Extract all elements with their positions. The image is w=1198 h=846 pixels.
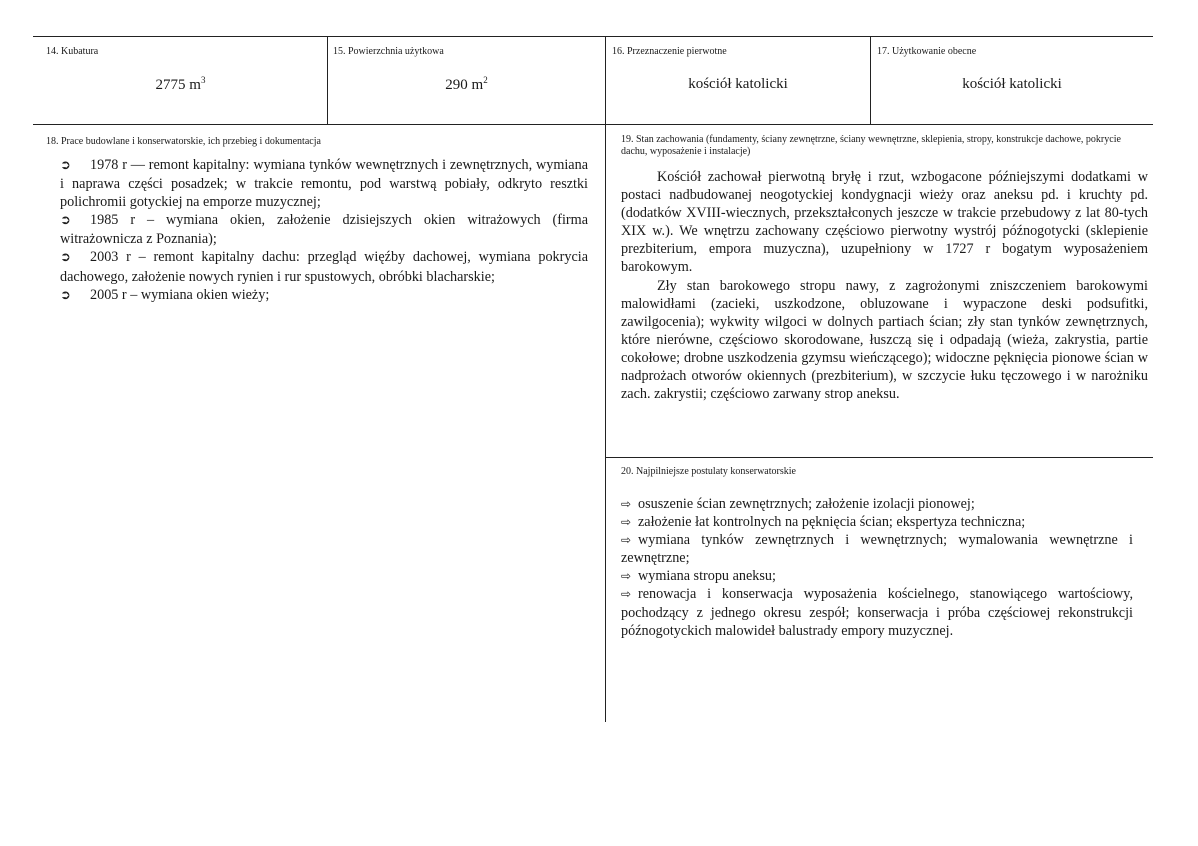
box19-label: 19. Stan zachowania (fundamenty, ściany zewnętrzne, ściany wewnętrzne, sklepienia, stropy, konstrukcje dachowe, pokrycie dachu, wyposażenie i instalacje) — [621, 134, 1121, 157]
box14-value-text: 2775 m — [155, 77, 201, 93]
box19-condition-text — [621, 168, 1148, 403]
box16-value: kościół katolicki — [688, 76, 788, 92]
list-item — [621, 585, 1133, 639]
box18-work-list — [60, 156, 588, 305]
condition-paragraph: Zły stan barokowego stropu nawy, z zagrożonymi zniszczeniem barokowymi malowidłami (zacieki, uszkodzone, obluzowane i wypaczone deski podsufitki, zawilgocenia); wykwity wilgoci w dolnych partiach ścian; zły stan tynków zewnętrznych, które nierówne, częściowo skorodowane, łuszczą się i odpadają (wieża, zakrystia, partie cokołowe; drobne uszkodzenia gzymsu wieńczącego); widoczne pęknięcia pionowe ścian w nadprożach otworów okiennych (prezbiterium), w szczycie łuku tęczowego i w narożniku zach. zakrystii; częściowo zarwany strop aneksu. — [621, 277, 1148, 403]
row1-bottom-border — [33, 124, 1153, 125]
bullet-right-arrow-icon: ⇨ — [621, 569, 632, 584]
bullet-arrow-icon: ➲ — [60, 158, 71, 173]
box15-unit-exponent: 2 — [483, 75, 488, 85]
box17-value: kościół katolicki — [962, 76, 1062, 92]
postulate-text: wymiana tynków zewnętrznych i wewnętrznych; wymalowania wewnętrzne i zewnętrzne; — [621, 532, 1133, 567]
list-item — [60, 248, 588, 285]
work-item-text: 2005 r – wymiana okien wieży; — [90, 286, 270, 303]
box17-label: 17. Użytkowanie obecne — [877, 46, 977, 57]
box20-postulates-list — [621, 495, 1133, 640]
list-item — [621, 495, 1133, 513]
condition-paragraph: Kościół zachował pierwotną bryłę i rzut, wzbogacone późniejszymi dodatkami w postaci nadbudowanej neogotyckiej kondygnacji wieży oraz aneksu pd. i kruchty pd. (dodatków XVIII-wiecznych, przekształconych jeszcze w trakcie przebudowy z lat 80-tych XIX w.). We wnętrzu zachowany częściowo pierwotny wystrój późnogotycki (sklepienie prezbiterium, empora muzyczna), uzupełniony w 1727 r bogatym wyposażeniem barokowym. — [621, 169, 1148, 276]
bullet-right-arrow-icon: ⇨ — [621, 587, 632, 602]
box14-value — [34, 77, 327, 94]
bullet-arrow-icon: ➲ — [60, 213, 71, 229]
list-item — [621, 513, 1133, 531]
list-item — [60, 286, 588, 305]
box15-value — [328, 77, 605, 94]
list-item — [621, 567, 1133, 585]
work-item-text: 2003 r – remont kapitalny dachu: przegląd więźby dachowej, wymiana pokrycia dachowego, założenie nowych rynien i rur spustowych, obróbki blacharskie; — [60, 249, 588, 285]
work-item-text: 1978 r — remont kapitalny: wymiana tynków wewnętrznych i zewnętrznych, wymiana i naprawa części posadzek; w trakcie remontu, pod warstwą pobiały, odkryto resztki polichromii gotyckiej na emporze muzycznej; — [60, 157, 588, 211]
box16-label: 16. Przeznaczenie pierwotne — [612, 46, 727, 57]
box14-unit-exponent: 3 — [200, 75, 206, 85]
bullet-right-arrow-icon: ⇨ — [621, 497, 632, 511]
list-item — [621, 531, 1133, 567]
postulate-text: założenie łat kontrolnych na pęknięcia ścian; ekspertyza techniczna; — [638, 514, 1026, 531]
list-item — [60, 156, 588, 211]
bullet-right-arrow-icon: ⇨ — [621, 515, 632, 530]
box20-label: 20. Najpilniejsze postulaty konserwatorskie — [621, 466, 796, 477]
center-divider — [605, 36, 606, 722]
box15-value-text: 290 m — [445, 77, 484, 93]
list-item — [60, 211, 588, 248]
postulate-text: osuszenie ścian zewnętrznych; założenie izolacji pionowej; — [638, 496, 975, 512]
box19-bottom-border — [605, 457, 1153, 458]
bullet-right-arrow-icon: ⇨ — [621, 533, 632, 548]
box14-label: 14. Kubatura — [46, 46, 99, 57]
bullet-arrow-icon: ➲ — [60, 287, 71, 303]
box15-label: 15. Powierzchnia użytkowa — [333, 46, 444, 57]
box18-label: 18. Prace budowlane i konserwatorskie, ich przebieg i dokumentacja — [46, 136, 321, 147]
postulate-text: wymiana stropu aneksu; — [638, 568, 776, 585]
postulate-text: renowacja i konserwacja wyposażenia kościelnego, stanowiącego wartościowy, pochodzący z jednego okresu zespół; konserwacja i próba częściowej rekonstrukcji późnogotyckich malowideł balustrady empory muzycznej. — [621, 586, 1133, 639]
work-item-text: 1985 r – wymiana okien, założenie dzisiejszych okien witrażowych (firma witrażownicza z Poznania); — [60, 212, 588, 248]
bullet-arrow-icon: ➲ — [60, 250, 71, 266]
top-border — [33, 36, 1153, 37]
